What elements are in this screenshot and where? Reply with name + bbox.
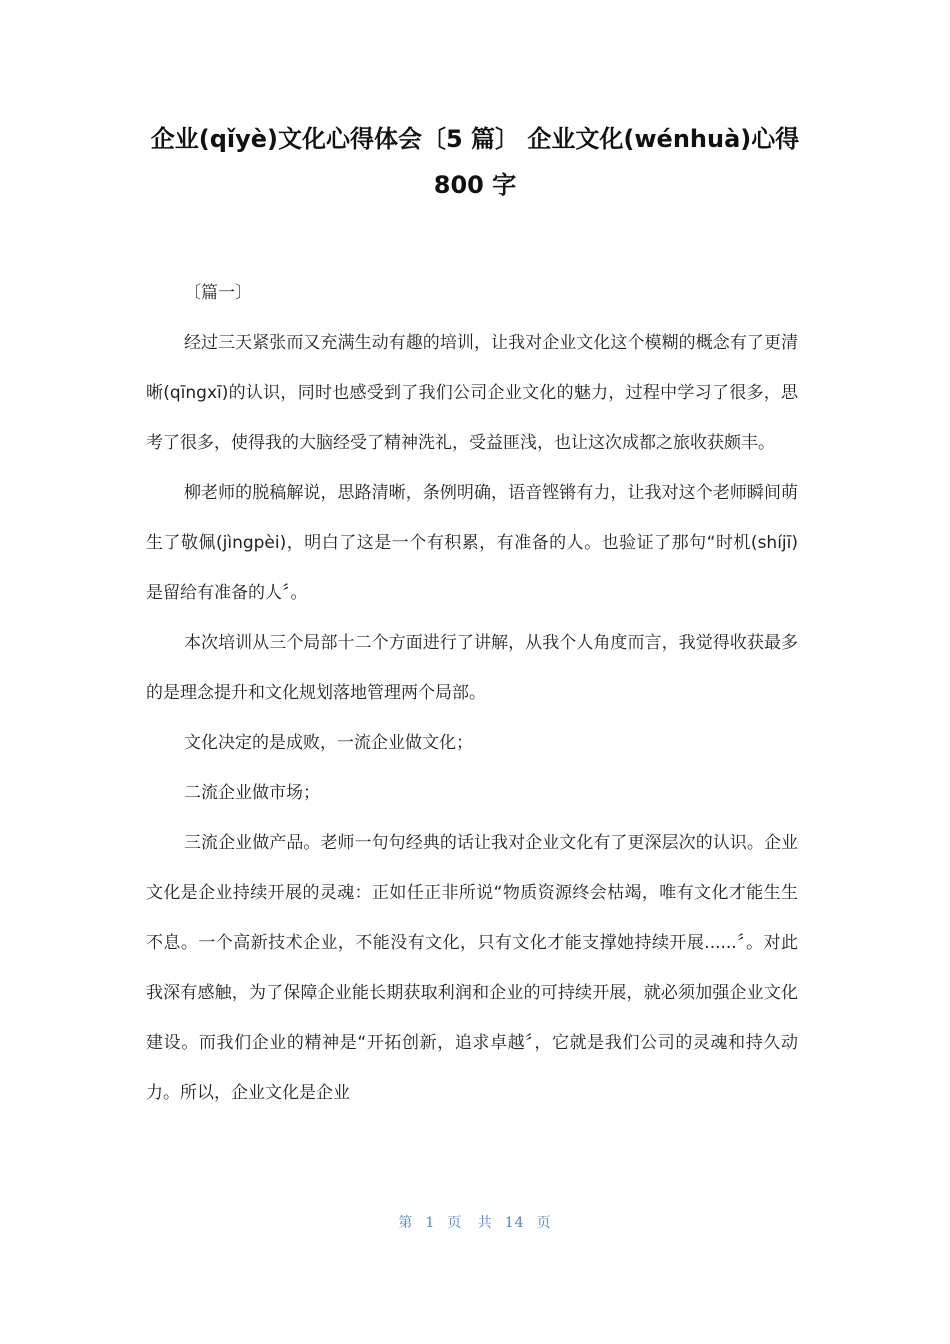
document-title: 企业(qǐyè)文化心得体会〔5 篇〕 企业文化(wénhuà)心得 800 字 — [150, 125, 800, 199]
paragraph: 二流企业做市场； — [184, 783, 320, 803]
paragraph: 柳老师的脱稿解说，思路清晰，条例明确，语音铿锵有力，让我对这个老师瞬间萌生了敬佩(jìngpèi)，明白了这是一个有积累，有准备的人。也验证了那句“时机(shíjī)是留给有准备的人〞。 — [146, 483, 798, 603]
footer-middle: 页 共 — [447, 1215, 493, 1231]
footer-current-page: 1 — [425, 1215, 436, 1231]
footer-suffix: 页 — [536, 1215, 552, 1231]
paragraph: 文化决定的是成败，一流企业做文化； — [184, 733, 473, 753]
paragraph: 本次培训从三个局部十二个方面进行了讲解，从我个人角度而言，我觉得收获最多的是理念提升和文化规划落地管理两个局部。 — [146, 633, 798, 703]
paragraph: 三流企业做产品。老师一句句经典的话让我对企业文化有了更深层次的认识。企业文化是企业持续开展的灵魂：正如任正非所说“物质资源终会枯竭，唯有文化才能生生不息。一个高新技术企业，不能没有文化，只有文化才能支撑她持续开展......〞。对此我深有感触，为了保障企业能长期获取利润和企业的可持续开展，就必须加强企业文化建设。而我们企业的精神是“开拓创新，追求卓越〞，它就是我们公司的灵魂和持久动力。所以，企业文化是企业 — [146, 833, 798, 1103]
page-footer — [0, 1212, 950, 1232]
paragraph: 经过三天紧张而又充满生动有趣的培训，让我对企业文化这个模糊的概念有了更清晰(qīngxī)的认识，同时也感受到了我们公司企业文化的魅力，过程中学习了很多，思考了很多，使得我的大脑经受了精神洗礼，受益匪浅，也让这次成都之旅收获颇丰。 — [146, 333, 798, 453]
document-body — [146, 268, 798, 1118]
section-heading: 〔篇一〕 — [184, 283, 252, 303]
footer-prefix: 第 — [398, 1215, 414, 1231]
footer-total-pages: 14 — [504, 1215, 525, 1231]
